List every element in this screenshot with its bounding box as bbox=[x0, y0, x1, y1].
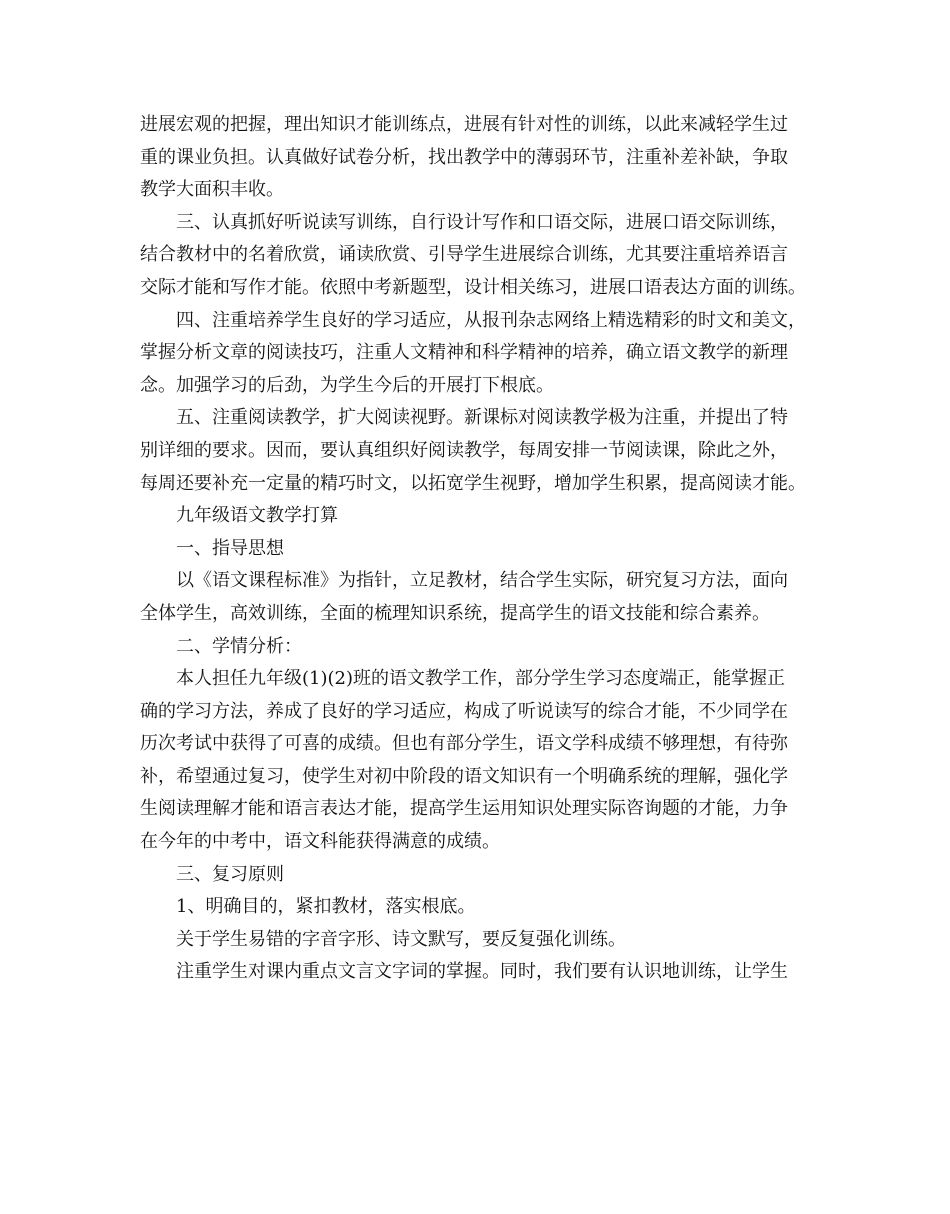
text-line: 结合教材中的名着欣赏，诵读欣赏、引导学生进展综合训练，尤其要注重培养语言 bbox=[140, 244, 788, 266]
text-line: 四、注重培养学生良好的学习适应，从报刊杂志网络上精选精彩的时文和美文， bbox=[176, 309, 806, 331]
text-line: 历次考试中获得了可喜的成绩。但也有部分学生，语文学科成绩不够理想，有待弥 bbox=[140, 733, 788, 755]
document-body bbox=[140, 109, 823, 989]
text-line: 1、明确目的，紧扣教材，落实根底。 bbox=[176, 896, 476, 918]
text-line: 念。加强学习的后劲，为学生今后的开展打下根底。 bbox=[140, 374, 554, 396]
text-line: 补，希望通过复习，使学生对初中阶段的语文知识有一个明确系统的理解，强化学 bbox=[140, 765, 788, 787]
text-line: 进展宏观的把握，理出知识才能训练点，进展有针对性的训练，以此来减轻学生过 bbox=[140, 114, 788, 135]
text-line: 二、学情分析： bbox=[176, 635, 302, 657]
text-line: 九年级语文教学打算 bbox=[176, 505, 338, 527]
text-line: 三、认真抓好听说读写训练，自行设计写作和口语交际，进展口语交际训练， bbox=[176, 211, 788, 233]
text-line: 确的学习方法，养成了良好的学习适应，构成了听说读写的综合才能，不少同学在 bbox=[140, 700, 788, 722]
text-line: 在今年的中考中，语文科能获得满意的成绩。 bbox=[140, 831, 500, 853]
text-line: 三、复习原则 bbox=[176, 863, 284, 885]
text-line: 本人担任九年级(1)(2)班的语文教学工作，部分学生学习态度端正，能掌握正 bbox=[176, 668, 785, 690]
text-line: 重的课业负担。认真做好试卷分析，找出教学中的薄弱环节，注重补差补缺，争取 bbox=[140, 146, 788, 168]
text-line: 每周还要补充一定量的精巧时文，以拓宽学生视野，增加学生积累，提高阅读才能。 bbox=[140, 472, 806, 494]
text-line: 教学大面积丰收。 bbox=[140, 179, 284, 201]
text-line: 一、指导思想 bbox=[176, 537, 284, 559]
text-line: 关于学生易错的字音字形、诗文默写，要反复强化训练。 bbox=[176, 928, 626, 950]
text-line: 掌握分析文章的阅读技巧，注重人文精神和科学精神的培养，确立语文教学的新理 bbox=[140, 342, 788, 364]
text-line: 全体学生，高效训练，全面的梳理知识系统，提高学生的语文技能和综合素养。 bbox=[140, 602, 770, 624]
text-line: 交际才能和写作才能。依照中考新题型，设计相关练习，进展口语表达方面的训练。 bbox=[140, 276, 806, 298]
text-line: 五、注重阅读教学，扩大阅读视野。新课标对阅读教学极为注重，并提出了特 bbox=[176, 407, 788, 429]
text-line: 注重学生对课内重点文言文字词的掌握。同时，我们要有认识地训练，让学生 bbox=[176, 961, 788, 983]
text-line: 以《语文课程标准》为指针，立足教材，结合学生实际，研究复习方法，面向 bbox=[176, 570, 788, 592]
text-line: 别详细的要求。因而，要认真组织好阅读教学，每周安排一节阅读课，除此之外， bbox=[140, 439, 788, 461]
text-line: 生阅读理解才能和语言表达才能，提高学生运用知识处理实际咨询题的才能，力争 bbox=[140, 798, 788, 820]
